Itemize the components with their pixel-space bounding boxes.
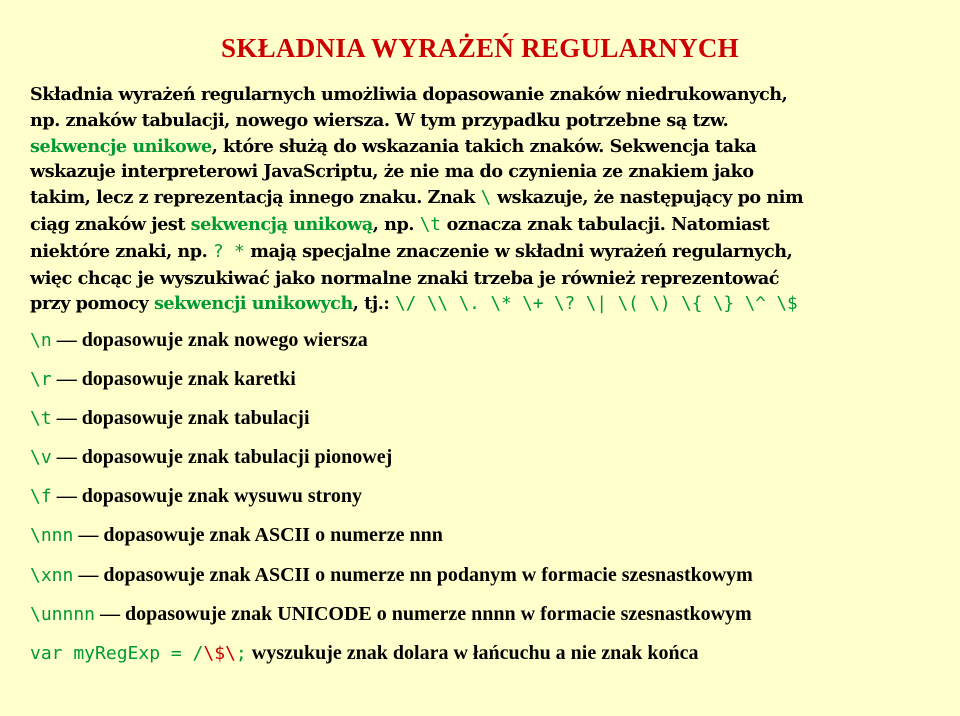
escape-code: \t xyxy=(30,408,52,430)
list-item: \xnn — dopasowuje znak ASCII o numerze nn podanym w formacie szesnastkowym xyxy=(30,563,753,586)
term-escape-sequence: sekwencją unikową xyxy=(190,213,373,235)
escape-code: \unnnn xyxy=(30,603,96,625)
list-item: \r — dopasowuje znak karetki xyxy=(30,368,296,391)
intro-line: np. znaków tabulacji, nowego wiersza. W tym przypadku potrzebne są tzw. xyxy=(30,109,729,131)
intro-line: więc chcąc je wyszukiwać jako normalne znaki trzeba je również reprezentować xyxy=(30,267,780,289)
tab-code: \t xyxy=(419,214,441,235)
list-item: \unnnn — dopasowuje znak UNICODE o numerze nnnn w formacie szesnastkowym xyxy=(30,602,752,625)
list-item: \t — dopasowuje znak tabulacji xyxy=(30,407,310,430)
example-line: var myRegExp = /\$\; wyszukuje znak dolara w łańcuchu a nie znak końca xyxy=(30,641,699,664)
special-chars-code: ? * xyxy=(212,241,245,262)
list-item: \f — dopasowuje znak wysuwu strony xyxy=(30,485,362,508)
backslash-code: \ xyxy=(480,188,492,209)
intro-line: przy pomocy sekwencji unikowych, tj.: \/ \\ \. \* \+ \? \| \( \) \{ \} \^ \$ xyxy=(30,293,798,315)
example-code-start: var myRegExp = / xyxy=(30,642,204,664)
example-code-end: ; xyxy=(235,642,247,664)
escaped-chars-code: \/ \\ \. \* \+ \? \| \( \) \{ \} \^ \$ xyxy=(395,294,798,315)
intro-line: ciąg znaków jest sekwencją unikową, np. \t oznacza znak tabulacji. Natomiast xyxy=(30,213,770,235)
page-title: SKŁADNIA WYRAŻEŃ REGULARNYCH xyxy=(221,33,739,63)
escape-code: \f xyxy=(30,486,52,508)
intro-line: sekwencje unikowe, które służą do wskazania takich znaków. Sekwencja taka xyxy=(30,135,757,157)
escape-code: \xnn xyxy=(30,564,74,586)
escape-sequence-list xyxy=(30,328,950,680)
intro-line: Składnia wyrażeń regularnych umożliwia dopasowanie znaków niedrukowanych, xyxy=(30,84,788,105)
example-code-escaped: \$\ xyxy=(203,642,236,664)
list-item: \v — dopasowuje znak tabulacji pionowej xyxy=(30,446,393,469)
intro-line: wskazuje interpreterowi JavaScriptu, że nie ma do czynienia ze znakiem jako xyxy=(30,161,754,183)
term-escape-sequences: sekwencje unikowe xyxy=(30,135,212,157)
intro-line: takim, lecz z reprezentacją innego znaku. Znak \ wskazuje, że następujący po nim xyxy=(30,187,804,209)
term-escape-sequences-plural: sekwencji unikowych xyxy=(153,293,353,315)
escape-code: \r xyxy=(30,369,52,391)
escape-code: \nnn xyxy=(30,525,74,547)
intro-paragraph xyxy=(30,82,950,318)
escape-code: \v xyxy=(30,447,52,469)
list-item: \nnn — dopasowuje znak ASCII o numerze nnn xyxy=(30,524,443,547)
list-item: \n — dopasowuje znak nowego wiersza xyxy=(30,329,368,351)
escape-code: \n xyxy=(30,330,52,351)
intro-line: niektóre znaki, np. ? * mają specjalne znaczenie w składni wyrażeń regularnych, xyxy=(30,240,793,262)
